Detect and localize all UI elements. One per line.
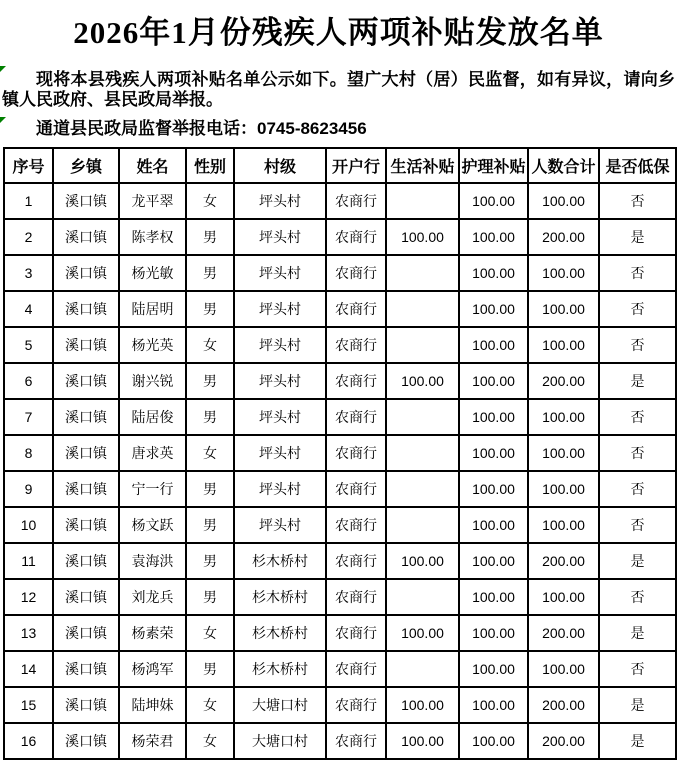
table-cell: 否 [599, 651, 676, 687]
table-cell: 杉木桥村 [234, 543, 326, 579]
table-cell: 7 [4, 399, 53, 435]
table-row [4, 219, 676, 255]
table-cell: 溪口镇 [53, 687, 119, 723]
table-cell: 农商行 [326, 543, 386, 579]
table-row [4, 399, 676, 435]
table-cell: 14 [4, 651, 53, 687]
table-cell: 杉木桥村 [234, 651, 326, 687]
table-header-row [4, 148, 676, 183]
header-cell: 性别 [186, 148, 234, 183]
header-cell: 人数合计 [528, 148, 599, 183]
table-cell: 溪口镇 [53, 579, 119, 615]
table-cell: 杨光敏 [119, 255, 186, 291]
table-cell: 溪口镇 [53, 435, 119, 471]
table-cell [386, 183, 459, 219]
table-cell: 100.00 [459, 219, 528, 255]
subsidy-table [3, 147, 677, 760]
table-cell: 否 [599, 327, 676, 363]
table-cell: 8 [4, 435, 53, 471]
table-cell: 陆坤妹 [119, 687, 186, 723]
table-row [4, 651, 676, 687]
table-cell: 农商行 [326, 363, 386, 399]
header-cell: 村级 [234, 148, 326, 183]
table-cell: 100.00 [459, 723, 528, 759]
table-cell: 杨文跃 [119, 507, 186, 543]
table-cell: 否 [599, 435, 676, 471]
table-cell: 100.00 [459, 327, 528, 363]
table-cell: 否 [599, 579, 676, 615]
table-cell: 200.00 [528, 363, 599, 399]
table-cell: 溪口镇 [53, 651, 119, 687]
table-cell: 坪头村 [234, 435, 326, 471]
header-cell: 开户行 [326, 148, 386, 183]
table-cell: 100.00 [528, 435, 599, 471]
table-cell: 100.00 [528, 255, 599, 291]
table-cell: 龙平翠 [119, 183, 186, 219]
table-cell: 200.00 [528, 687, 599, 723]
table-cell: 否 [599, 183, 676, 219]
table-cell: 女 [186, 687, 234, 723]
table-cell: 男 [186, 255, 234, 291]
table-cell: 100.00 [459, 687, 528, 723]
table-cell: 农商行 [326, 255, 386, 291]
table-cell: 100.00 [459, 291, 528, 327]
header-cell: 生活补贴 [386, 148, 459, 183]
table-row [4, 543, 676, 579]
table-cell: 谢兴锐 [119, 363, 186, 399]
table-cell: 刘龙兵 [119, 579, 186, 615]
table-row [4, 291, 676, 327]
table-cell: 溪口镇 [53, 183, 119, 219]
table-cell [386, 651, 459, 687]
table-cell: 农商行 [326, 291, 386, 327]
table-cell: 农商行 [326, 615, 386, 651]
table-cell: 200.00 [528, 219, 599, 255]
table-cell: 2 [4, 219, 53, 255]
table-cell: 100.00 [386, 723, 459, 759]
table-cell: 男 [186, 363, 234, 399]
table-cell: 100.00 [528, 327, 599, 363]
table-cell: 6 [4, 363, 53, 399]
table-cell: 溪口镇 [53, 327, 119, 363]
table-cell: 农商行 [326, 219, 386, 255]
table-cell: 陆居明 [119, 291, 186, 327]
table-cell: 100.00 [528, 471, 599, 507]
table-cell: 9 [4, 471, 53, 507]
table-cell: 女 [186, 435, 234, 471]
table-cell: 女 [186, 183, 234, 219]
table-cell: 10 [4, 507, 53, 543]
table-row [4, 687, 676, 723]
green-corner-marker-icon [0, 66, 6, 72]
table-cell: 男 [186, 507, 234, 543]
table-cell: 100.00 [459, 471, 528, 507]
table-cell: 100.00 [459, 183, 528, 219]
table-row [4, 255, 676, 291]
table-cell: 溪口镇 [53, 507, 119, 543]
table-cell: 100.00 [459, 255, 528, 291]
table-cell: 100.00 [459, 615, 528, 651]
table-row [4, 327, 676, 363]
table-cell: 是 [599, 687, 676, 723]
table-row [4, 615, 676, 651]
table-cell: 100.00 [459, 435, 528, 471]
table-cell: 100.00 [386, 219, 459, 255]
table-cell: 宁一行 [119, 471, 186, 507]
table-cell: 坪头村 [234, 219, 326, 255]
table-cell: 100.00 [459, 399, 528, 435]
table-cell: 溪口镇 [53, 219, 119, 255]
table-cell: 坪头村 [234, 183, 326, 219]
table-cell: 100.00 [386, 543, 459, 579]
table-cell: 100.00 [528, 183, 599, 219]
table-cell: 否 [599, 507, 676, 543]
table-cell: 100.00 [459, 507, 528, 543]
table-cell: 100.00 [528, 399, 599, 435]
table-cell: 100.00 [386, 363, 459, 399]
hotline-line: 通道县民政局监督举报电话：0745-8623456 [36, 119, 367, 138]
table-cell: 唐求英 [119, 435, 186, 471]
table-cell: 杉木桥村 [234, 615, 326, 651]
table-cell: 200.00 [528, 543, 599, 579]
table-cell [386, 399, 459, 435]
table-cell: 坪头村 [234, 327, 326, 363]
table-cell: 农商行 [326, 471, 386, 507]
table-cell: 否 [599, 471, 676, 507]
table-row [4, 507, 676, 543]
table-cell: 100.00 [459, 579, 528, 615]
table-row [4, 471, 676, 507]
header-cell: 乡镇 [53, 148, 119, 183]
table-cell: 100.00 [459, 543, 528, 579]
table-cell: 男 [186, 579, 234, 615]
table-cell: 女 [186, 723, 234, 759]
header-cell: 姓名 [119, 148, 186, 183]
table-cell: 男 [186, 651, 234, 687]
table-cell: 200.00 [528, 723, 599, 759]
table-cell: 溪口镇 [53, 363, 119, 399]
table-cell: 溪口镇 [53, 291, 119, 327]
table-cell: 陈孝权 [119, 219, 186, 255]
table-cell: 坪头村 [234, 399, 326, 435]
table-cell: 是 [599, 615, 676, 651]
table-cell: 100.00 [459, 651, 528, 687]
table-cell: 农商行 [326, 507, 386, 543]
table-cell: 坪头村 [234, 255, 326, 291]
table-cell: 女 [186, 615, 234, 651]
table-cell: 3 [4, 255, 53, 291]
table-cell: 100.00 [528, 507, 599, 543]
table-cell: 男 [186, 219, 234, 255]
table-cell: 坪头村 [234, 471, 326, 507]
table-cell [386, 291, 459, 327]
table-cell: 溪口镇 [53, 471, 119, 507]
table-cell: 否 [599, 399, 676, 435]
page-title: 2026年1月份残疾人两项补贴发放名单 [73, 15, 604, 50]
header-cell: 护理补贴 [459, 148, 528, 183]
table-cell: 否 [599, 291, 676, 327]
table-cell: 100.00 [386, 687, 459, 723]
green-corner-marker-icon [0, 117, 6, 123]
table-row [4, 183, 676, 219]
table-cell [386, 255, 459, 291]
table-cell [386, 327, 459, 363]
table-cell: 是 [599, 363, 676, 399]
table-cell: 是 [599, 723, 676, 759]
table-cell: 农商行 [326, 183, 386, 219]
table-cell: 否 [599, 255, 676, 291]
table-cell: 坪头村 [234, 291, 326, 327]
table-cell: 15 [4, 687, 53, 723]
table-cell [386, 435, 459, 471]
header-cell: 是否低保 [599, 148, 676, 183]
table-cell: 100.00 [528, 579, 599, 615]
table-cell [386, 579, 459, 615]
table-cell: 100.00 [459, 363, 528, 399]
table-cell: 溪口镇 [53, 723, 119, 759]
table-cell: 13 [4, 615, 53, 651]
table-row [4, 435, 676, 471]
table-row [4, 723, 676, 759]
table-cell: 农商行 [326, 651, 386, 687]
table-cell: 杨光英 [119, 327, 186, 363]
table-cell: 杨鸿军 [119, 651, 186, 687]
table-cell: 农商行 [326, 723, 386, 759]
table-cell: 200.00 [528, 615, 599, 651]
table-cell: 陆居俊 [119, 399, 186, 435]
table-cell: 100.00 [386, 615, 459, 651]
table-cell: 杉木桥村 [234, 579, 326, 615]
table-cell: 袁海洪 [119, 543, 186, 579]
table-cell: 杨素荣 [119, 615, 186, 651]
table-cell: 是 [599, 219, 676, 255]
table-cell: 男 [186, 471, 234, 507]
table-cell: 农商行 [326, 435, 386, 471]
table-cell: 溪口镇 [53, 255, 119, 291]
table-cell: 坪头村 [234, 363, 326, 399]
table-cell: 12 [4, 579, 53, 615]
table-cell: 100.00 [528, 651, 599, 687]
table-cell: 大塘口村 [234, 723, 326, 759]
notice-paragraph: 现将本县残疾人两项补贴名单公示如下。望广大村（居）民监督，如有异议，请向乡镇人民政府、县民政局举报。 [2, 70, 675, 109]
table-cell: 1 [4, 183, 53, 219]
table-row [4, 363, 676, 399]
table-cell: 杨荣君 [119, 723, 186, 759]
table-cell: 溪口镇 [53, 615, 119, 651]
table-cell: 农商行 [326, 579, 386, 615]
table-cell: 溪口镇 [53, 399, 119, 435]
table-cell: 男 [186, 543, 234, 579]
table-cell [386, 471, 459, 507]
table-cell: 是 [599, 543, 676, 579]
table-cell: 11 [4, 543, 53, 579]
table-cell: 16 [4, 723, 53, 759]
table-cell: 男 [186, 399, 234, 435]
table-cell: 农商行 [326, 687, 386, 723]
header-cell: 序号 [4, 148, 53, 183]
table-cell: 女 [186, 327, 234, 363]
table-cell [386, 507, 459, 543]
table-cell: 农商行 [326, 327, 386, 363]
table-cell: 男 [186, 291, 234, 327]
table-cell: 5 [4, 327, 53, 363]
table-cell: 100.00 [528, 291, 599, 327]
table-cell: 4 [4, 291, 53, 327]
table-cell: 大塘口村 [234, 687, 326, 723]
table-row [4, 579, 676, 615]
table-cell: 溪口镇 [53, 543, 119, 579]
table-cell: 农商行 [326, 399, 386, 435]
table-cell: 坪头村 [234, 507, 326, 543]
